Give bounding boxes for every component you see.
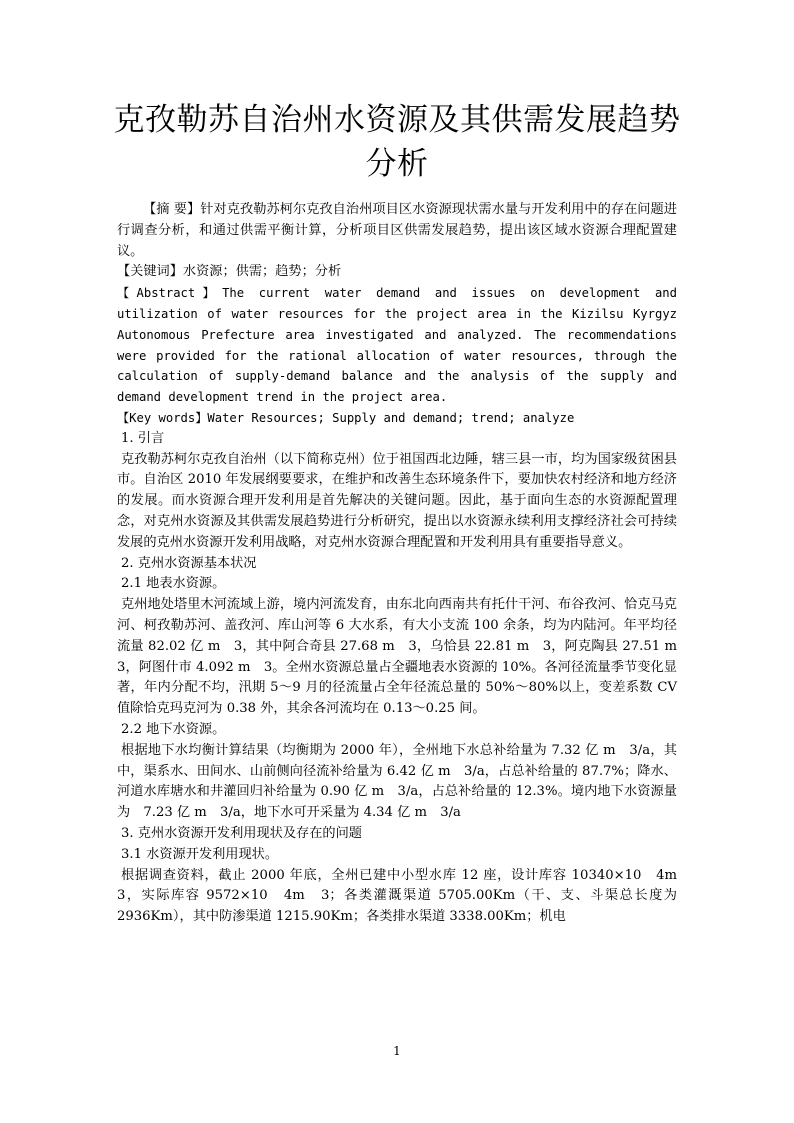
document-title: 克孜勒苏自治州水资源及其供需发展趋势分析 <box>113 102 681 182</box>
section-1-heading: 1. 引言 <box>121 430 165 446</box>
document-body <box>117 200 691 928</box>
section-2-heading: 2. 克州水资源基本状况 <box>121 555 257 571</box>
section-2-1-body: 克州地处塔里木河流域上游，境内河流发育，由东北向西南共有托什干河、布谷孜河、恰克马克河、柯孜勒苏河、盖孜河、库山河等 6 大水系，有大小支流 100 余条，均为内陆河。年平均径流量 82.02 亿 m 3，其中阿合奇县 27.68 m 3，乌恰县 22.81 m 3，阿克陶县 27.51 m 3，阿图什市 4.092 m 3。全州水资源总量占全疆地表水资源的 10%。各河径流量季节变化显著，年内分配不均，汛期 5～9 月的径流量占全年径流总量的 50%～80%以上，变差系数 CV 值除恰克玛克河为 0.38 外，其余各河流均在 0.13～0.25 间。 <box>117 597 691 717</box>
section-2-1-heading: 2.1 地表水资源。 <box>121 576 226 592</box>
section-1-body: 克孜勒苏柯尔克孜自治州（以下简称克州）位于祖国西北边陲，辖三县一市，均为国家级贫困县市。自治区 2010 年发展纲要要求，在维护和改善生态环境条件下，要加快农村经济和地方经济的发展。而水资源合理开发利用是首先解决的关键问题。因此，基于面向生态的水资源配置理念，对克州水资源及其供需发展趋势进行分析研究，提出以水资源永续利用支撑经济社会可持续发展的克州水资源开发利用战略，对克州水资源合理配置和开发利用具有重要指导意义。 <box>117 451 677 550</box>
section-3-1-heading: 3.1 水资源开发利用现状。 <box>121 846 279 862</box>
abstract-en: 【Abstract】The current water demand and issues on development and utilization of water resources for the project area in the Kizilsu Kyrgyz Autonomous Prefecture area investigated and analyzed. The recommendations were provided for the rational allocation of water resources, through the calculation of supply-demand balance and the analysis of the supply and demand development trend in the project area. <box>117 286 677 405</box>
keywords-cn: 【关键词】水资源；供需；趋势；分析 <box>117 264 342 280</box>
section-2-2-body: 根据地下水均衡计算结果（均衡期为 2000 年），全州地下水总补给量为 7.32 亿 m 3/a，其中，渠系水、田间水、山前侧向径流补给量为 6.42 亿 m 3/a，占总补给量的 87.7%；降水、河道水库塘水和井灌回归补给量为 0.90 亿 m 3/a，占总补给量的 12.3%。境内地下水资源量为 7.23 亿 m 3/a，地下水可开采量为 4.34 亿 m 3/a <box>117 742 677 821</box>
section-3-heading: 3. 克州水资源开发利用现状及存在的问题 <box>121 825 362 841</box>
keywords-en: 【Key words】Water Resources; Supply and demand; trend; analyze <box>117 410 575 425</box>
abstract-cn: 【摘 要】针对克孜勒苏柯尔克孜自治州项目区水资源现状需水量与开发利用中的存在问题进行调查分析，和通过供需平衡计算，分析项目区供需发展趋势，提出该区域水资源合理配置建议。 <box>117 202 677 259</box>
page-number: 1 <box>393 1044 401 1058</box>
section-2-2-heading: 2.2 地下水资源。 <box>121 721 226 737</box>
section-3-1-body: 根据调查资料，截止 2000 年底，全州已建中小型水库 12 座，设计库容 10340×10 4m 3，实际库容 9572×10 4m 3；各类灌溉渠道 5705.00Km（干、支、斗渠总长度为 2936Km），其中防渗渠道 1215.90Km；各类排水渠道 3338.00Km；机电 <box>117 867 691 925</box>
